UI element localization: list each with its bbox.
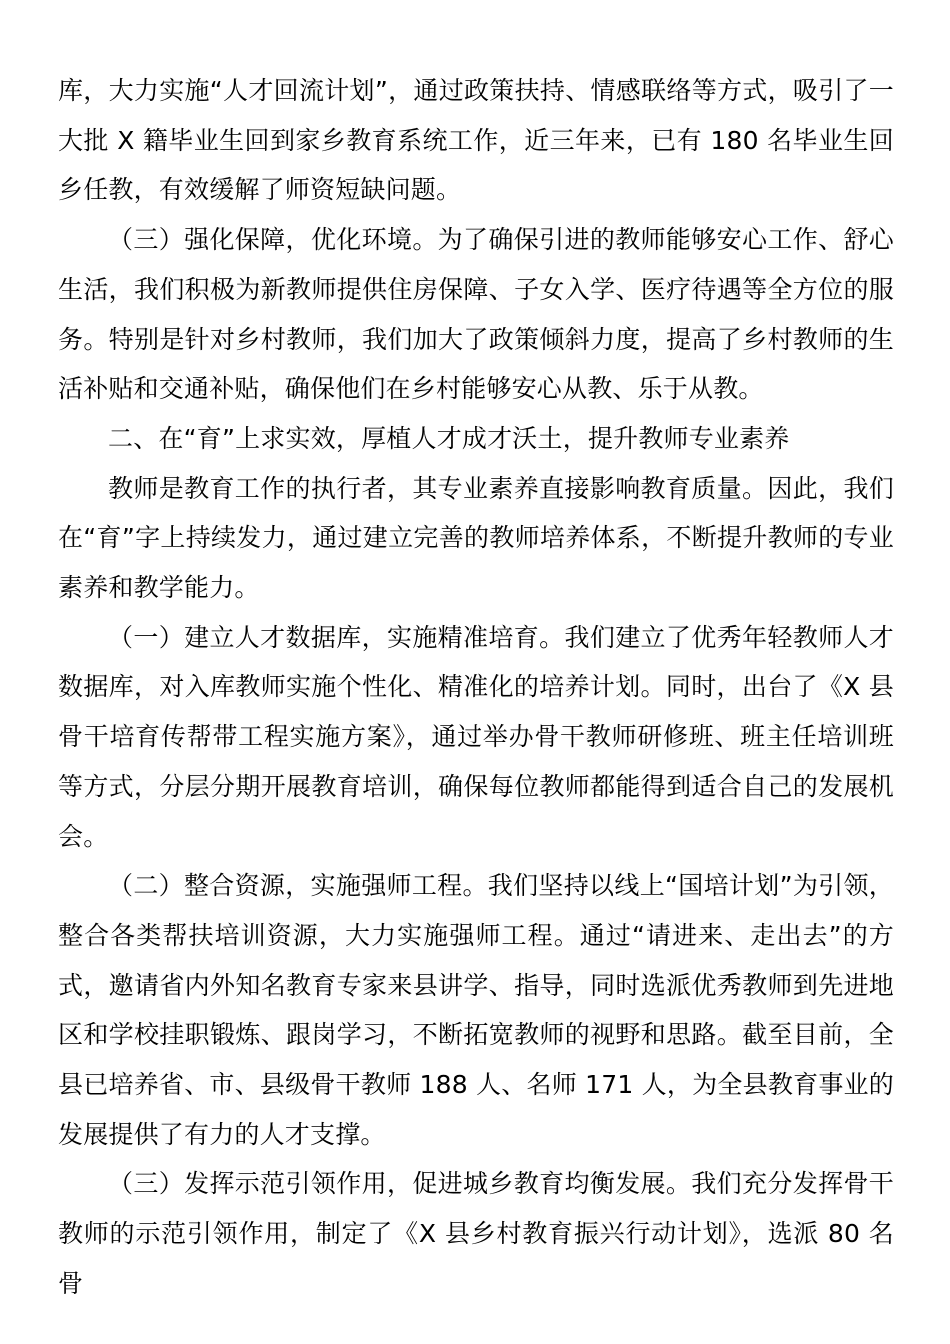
paragraph-cultivation-intro: 教师是教育工作的执行者，其专业素养直接影响教育质量。因此，我们在“育”字上持续发力，通过建立完善的教师培养体系，不断提升教师的专业素养和教学能力。 [58, 473, 894, 603]
section-heading-cultivation: 二、在“育”上求实效，厚植人才成才沃土，提升教师专业素养 [108, 423, 790, 453]
paragraph-talent-database: （一）建立人才数据库，实施精准培育。我们建立了优秀年轻教师人才数据库，对入库教师实施个性化、精准化的培养计划。同时，出台了《X 县骨干培育传帮带工程实施方案》，通过举办骨干教师研修班、班主任培训班等方式，分层分期开展教育培训，确保每位教师都能得到适合自己的发展机会。 [58, 622, 894, 851]
paragraph-strong-teacher-project: （二）整合资源，实施强师工程。我们坚持以线上“国培计划”为引领，整合各类帮扶培训资源，大力实施强师工程。通过“请进来、走出去”的方式，邀请省内外知名教育专家来县讲学、指导，同时选派优秀教师到先进地区和学校挂职锻炼、跟岗学习，不断拓宽教师的视野和思路。截至目前，全县已培养省、市、县级骨干教师 188 人、名师 171 人，为全县教育事业的发展提供了有力的人才支撑。 [58, 871, 894, 1149]
document-body [58, 66, 894, 1309]
paragraph-demonstration-role: （三）发挥示范引领作用，促进城乡教育均衡发展。我们充分发挥骨干教师的示范引领作用，制定了《X 县乡村教育振兴行动计划》，选派 80 名骨 [58, 1169, 894, 1298]
paragraph-continuation: 库，大力实施“人才回流计划”，通过政策扶持、情感联络等方式，吸引了一大批 X 籍毕业生回到家乡教育系统工作，近三年来，已有 180 名毕业生回乡任教，有效缓解了师资短缺问题。 [58, 76, 894, 205]
paragraph-section-3-guarantee: （三）强化保障，优化环境。为了确保引进的教师能够安心工作、舒心生活，我们积极为新教师提供住房保障、子女入学、医疗待遇等全方位的服务。特别是针对乡村教师，我们加大了政策倾斜力度，提高了乡村教师的生活补贴和交通补贴，确保他们在乡村能够安心从教、乐于从教。 [58, 225, 894, 404]
